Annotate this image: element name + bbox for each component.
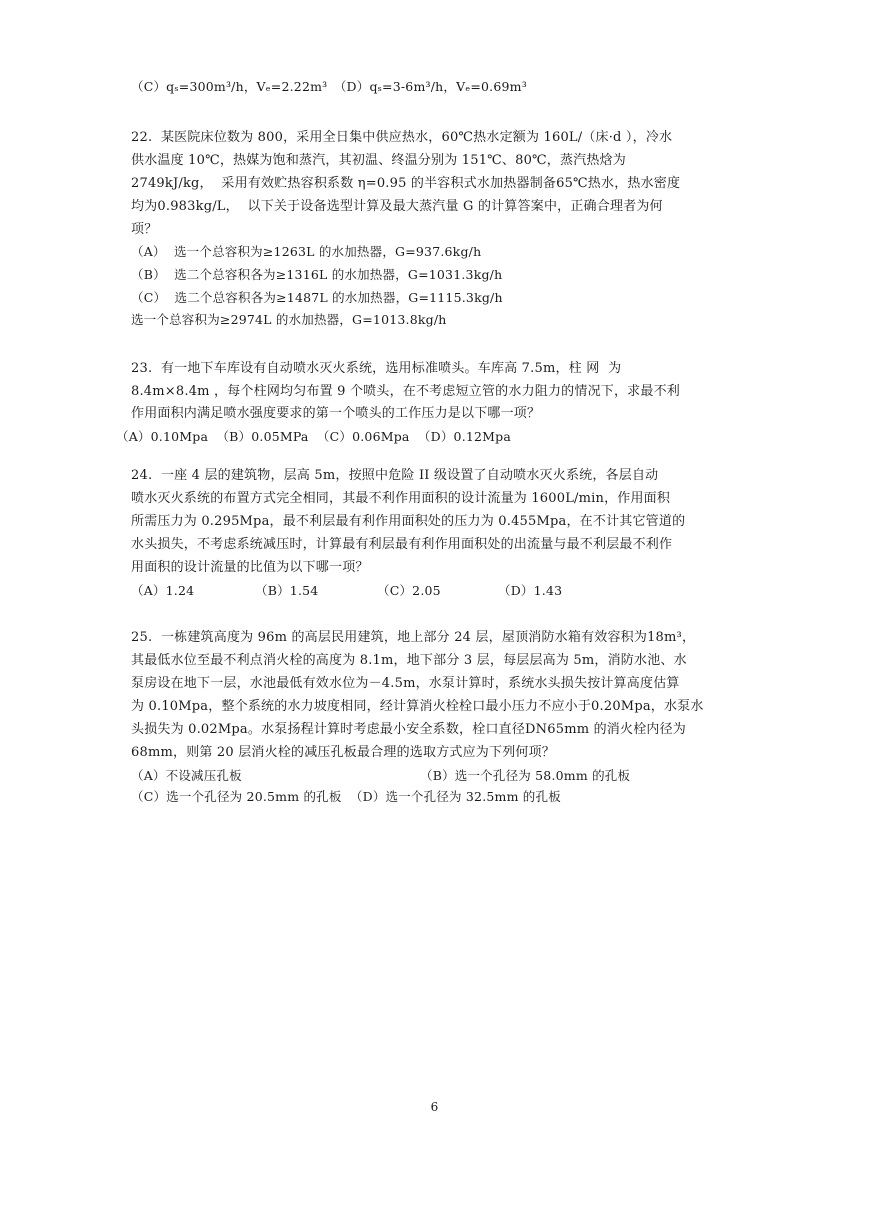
- q24-option-a: （A）1.24: [131, 583, 195, 598]
- q22-option-b: （B） 选二个总容积各为≥1316L 的水加热器，G=1031.3kg/h: [131, 267, 503, 282]
- q23-options: （A）0.10Mpa （B）0.05MPa （C）0.06Mpa （D）0.12Mpa: [116, 429, 512, 444]
- q22-line-3: 2749kJ/kg， 采用有效贮热容积系数 η=0.95 的半容积式水加热器制备65℃热水，热水密度: [131, 176, 681, 191]
- q25-line-3: 泵房设在地下一层，水池最低有效水位为－4.5m，水泵计算时，系统水头损失按计算高度估算: [131, 676, 680, 691]
- q22-option-d: 选一个总容积为≥2974L 的水加热器，G=1013.8kg/h: [131, 312, 447, 327]
- q23-line-2: 8.4m×8.4m ，每个柱网均匀布置 9 个喷头，在不考虑短立管的水力阻力的情况下，求最不利: [131, 384, 680, 399]
- q22-option-c: （C） 选二个总容积各为≥1487L 的水加热器，G=1115.3kg/h: [131, 290, 503, 305]
- q24-option-c: （C）2.05: [377, 583, 441, 598]
- page-number: 6: [430, 1100, 439, 1114]
- q25-line-5: 头损失为 0.02Mpa。水泵扬程计算时考虑最小安全系数，栓口直径DN65mm 的消火栓内径为: [131, 722, 686, 737]
- q22-line-5: 项？: [131, 222, 158, 237]
- q25-option-cd: （C）选一个孔径为 20.5mm 的孔板 （D）选一个孔径为 32.5mm 的孔板: [131, 789, 561, 804]
- q22-option-a: （A） 选一个总容积为≥1263L 的水加热器，G=937.6kg/h: [131, 244, 482, 259]
- prev-question-options: （C）qₛ=300m³/h，Vₑ=2.22m³ （D）qₛ=3-6m³/h，Vₑ=0.69m³: [131, 79, 527, 94]
- q25-option-b: （B）选一个孔径为 58.0mm 的孔板: [420, 768, 631, 783]
- q22-line-4: 均为0.983kg/L， 以下关于设备选型计算及最大蒸汽量 G 的计算答案中，正确合理者为何: [131, 199, 663, 214]
- q22-line-2: 供水温度 10℃，热媒为饱和蒸汽，其初温、终温分别为 151℃、80℃，蒸汽热焓为: [131, 153, 626, 168]
- q24-line-5: 用面积的设计流量的比值为以下哪一项？: [131, 560, 369, 575]
- q24-line-1: 24. 一座 4 层的建筑物，层高 5m，按照中危险 II 级设置了自动喷水灭火系统，各层自动: [131, 468, 659, 483]
- q25-line-6: 68mm，则第 20 层消火栓的减压孔板最合理的选取方式应为下列何项？: [131, 745, 556, 760]
- q24-line-4: 水头损失，不考虑系统减压时，计算最有利层最有利作用面积处的出流量与最不利层最不利作: [131, 537, 673, 552]
- q22-line-1: 22. 某医院床位数为 800，采用全日集中供应热水，60℃热水定额为 160L/（床·d ），冷水: [131, 130, 673, 145]
- q24-line-2: 喷水灭火系统的布置方式完全相同，其最不利作用面积的设计流量为 1600L/min，作用面积: [131, 491, 671, 506]
- q25-line-4: 为 0.10Mpa，整个系统的水力坡度相同，经计算消火栓栓口最小压力不应小于0.20Mpa，水泵水: [131, 699, 704, 714]
- q25-option-a: （A）不设减压孔板: [131, 768, 242, 783]
- q25-line-1: 25. 一栋建筑高度为 96m 的高层民用建筑，地上部分 24 层，屋顶消防水箱有效容积为18m³，: [131, 630, 696, 645]
- q24-option-b: （B）1.54: [255, 583, 319, 598]
- q24-option-d: （D）1.43: [498, 583, 563, 598]
- q24-line-3: 所需压力为 0.295Mpa，最不利层最有利作用面积处的压力为 0.455Mpa，在不计其它管道的: [131, 514, 686, 529]
- q23-line-3: 作用面积内满足喷水强度要求的第一个喷头的工作压力是以下哪一项？: [131, 406, 541, 421]
- q23-line-1: 23. 有一地下车库设有自动喷水灭火系统，选用标准喷头。车库高 7.5m，柱 网 为: [131, 361, 622, 376]
- q25-line-2: 其最低水位至最不利点消火栓的高度为 8.1m，地下部分 3 层，每层层高为 5m，消防水池、水: [131, 653, 687, 668]
